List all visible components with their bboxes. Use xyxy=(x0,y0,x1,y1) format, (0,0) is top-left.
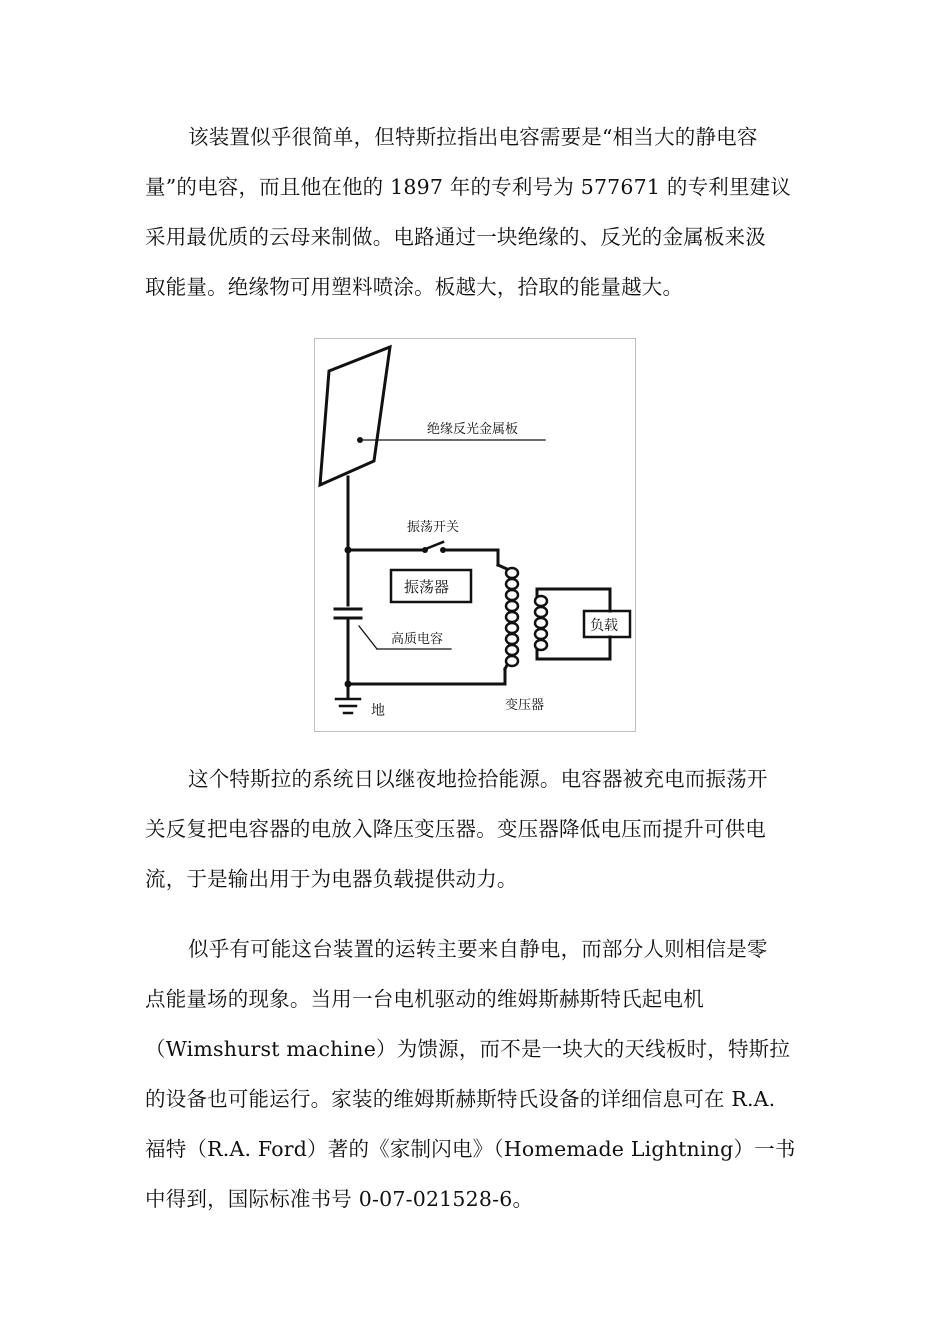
oscillator-label: 振荡器 xyxy=(404,578,450,596)
transformer-secondary-coil xyxy=(535,596,547,650)
text-line: 的设备也可能运行。家装的维姆斯赫斯特氏设备的详细信息可在 R.A. xyxy=(145,1087,776,1111)
text-line: 关反复把电容器的电放入降压变压器。变压器降低电压而提升可供电 xyxy=(145,817,766,841)
text-line: 福特（R.A. Ford）著的《家制闪电》（Homemade Lightning）一书 xyxy=(145,1137,796,1161)
plate-label: 绝缘反光金属板 xyxy=(427,422,519,437)
text-line: 似乎有可能这台装置的运转主要来自静电，而部分人则相信是零 xyxy=(188,937,768,961)
text-line: 采用最优质的云母来制做。电路通过一块绝缘的、反光的金属板来汲 xyxy=(145,225,766,249)
text-line: （Wimshurst machine）为馈源，而不是一块大的天线板时，特斯拉 xyxy=(145,1037,791,1061)
ground-label: 地 xyxy=(371,703,385,719)
text-line: 量”的电容，而且他在他的 1897 年的专利号为 577671 的专利里建议 xyxy=(145,175,792,199)
capacitor-label: 高质电容 xyxy=(391,632,444,647)
transformer-primary-coil xyxy=(506,568,518,666)
switch-blade xyxy=(423,542,443,550)
text-line: 中得到，国际标准书号 0-07-021528-6。 xyxy=(145,1187,534,1211)
text-line: 流，于是输出用于为电器负载提供动力。 xyxy=(145,867,518,891)
load-label: 负载 xyxy=(590,618,618,634)
text-line: 这个特斯拉的系统日以继夜地捡拾能源。电容器被充电而振荡开 xyxy=(188,767,768,791)
metal-plate-shape xyxy=(320,347,390,485)
circuit-diagram xyxy=(314,338,636,732)
switch-label: 振荡开关 xyxy=(407,520,460,535)
text-line: 点能量场的现象。当用一台电机驱动的维姆斯赫斯特氏起电机 xyxy=(145,987,704,1011)
transformer-label: 变压器 xyxy=(505,698,545,713)
text-line: 该装置似乎很简单，但特斯拉指出电容需要是“相当大的静电容 xyxy=(188,125,758,149)
text-line: 取能量。绝缘物可用塑料喷涂。板越大，拾取的能量越大。 xyxy=(145,275,684,299)
